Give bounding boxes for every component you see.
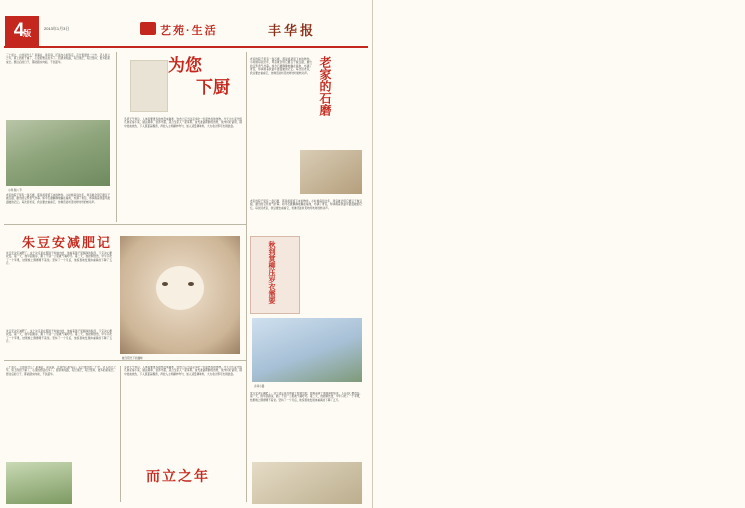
left-col-intro-text: 老家的院子里有一盘石磨，那是祖辈留下来的物件。小时候每到过年，母亲就会用它磨豆子做豆腐，磨出的豆浆香气扑鼻。如今石磨静静地躺在墙角，布满了青苔，却承载着我童年最温暖的记忆。每次回老家，我总要去看看它，仿佛还能听见吱呀吱呀的转动声。 (6, 194, 110, 204)
article-millstone-cont: 老家的院子里有一盘石磨，那是祖辈留下来的物件。小时候每到过年，母亲就会用它磨豆子做豆腐，磨出的豆浆香气扑鼻。如今石磨静静地躺在墙角，布满了青苔，却承载着我童年最温暖的记忆。每次回老家，我总要去看看它，仿佛还能听见吱呀吱呀的转动声。 (250, 200, 362, 210)
photo-caption-2: 暖冬阳光下的猫咪 (122, 357, 143, 360)
photo-countryside (6, 462, 72, 504)
art-title-millstone: 老家的石磨 (318, 56, 332, 116)
right-col-bottom-text: 朱豆安决定减肥了。这个决定是在照镜子时做出的，他看着镜子里圆润的脸庞，下定决心要改变。第一天，他早起跑步，跑了不到一公里就气喘吁吁。第二天，他控制饮食，中午只吃了一个苹果，结果晚上饿得睡不着觉。坚持了一个月后，他惊喜地发现体重真的下降了五斤。 (250, 392, 362, 402)
photo-caption-1: 小寒·腊八节 (8, 189, 22, 192)
photo-caption-3: 乡间小路 (254, 385, 265, 388)
left-paper-name: 丰华报 (268, 23, 317, 38)
bottom-left-text-a: 三十而立，立的是什么？是事业，是家庭，还是内心的笃定。走过青涩的二十岁，迈入而立之年，肩上的担子重了，心里的想法也多了。回望来时路，有过迷茫，有过坚持，更多的是成长。愿往后的日子，都能踏实向前，不负韶华。 (6, 366, 116, 376)
left-section-title: 艺苑·生活 (160, 25, 218, 37)
photo-village (252, 318, 362, 382)
art-title-stand: 而立之年 (146, 470, 210, 485)
small-ad-title: 秋到赏柳压岁衣需要 (268, 241, 276, 304)
left-col-top-text: 三十而立，立的是什么？是事业，是家庭，还是内心的笃定。走过青涩的二十岁，迈入而立之年，肩上的担子重了，心里的想法也多了。回望来时路，有过迷茫，有过坚持，更多的是成长。愿往后的日子，都能踏实向前，不负韶华。 (6, 54, 110, 64)
bottom-left-text-b: 冬季天气寒冷，人体需要更多的热量来御寒，饮食上应当注意多吃一些温热性的食物。今天为大家介绍几道家常小菜，做法简单，营养丰富，适合全家人一起享用。首先准备新鲜的食材，洗净切好备用，锅中放油烧热，下入葱姜蒜爆香，再放入主料翻炒均匀，加入适量调味料，大火收汁即可出锅装盘。 (124, 366, 242, 376)
left-masthead-rule (4, 46, 368, 48)
article-weight-body: 朱豆安决定减肥了。这个决定是在照镜子时做出的，他看着镜子里圆润的脸庞，下定决心要改变。第一天，他早起跑步，跑了不到一公里就气喘吁吁。第二天，他控制饮食，中午只吃了一个苹果，结果晚上饿得睡不着觉。坚持了一个月后，他惊喜地发现体重真的下降了五斤。 (6, 252, 112, 266)
article-weight-cont: 朱豆安决定减肥了。这个决定是在照镜子时做出的，他看着镜子里圆润的脸庞，下定决心要改变。第一天，他早起跑步，跑了不到一公里就气喘吁吁。第二天，他控制饮食，中午只吃了一个苹果，结果晚上饿得睡不着觉。坚持了一个月后，他惊喜地发现体重真的下降了五斤。 (6, 330, 112, 344)
art-title-weight: 朱豆安减肥记 (22, 235, 113, 250)
left-date: 2013年1月3日 (44, 26, 70, 31)
section-badge (140, 22, 156, 35)
article-kitchen-body: 冬季天气寒冷，人体需要更多的热量来御寒，饮食上应当注意多吃一些温热性的食物。今天为大家介绍几道家常小菜，做法简单，营养丰富，适合全家人一起享用。首先准备新鲜的食材，洗净切好备用，锅中放油烧热，下入葱姜蒜爆香，再放入主料翻炒均匀，加入适量调味料，大火收汁即可出锅装盘。 (124, 118, 242, 128)
decorative-ornament (130, 60, 168, 112)
photo-millstone (300, 150, 362, 194)
page-number-badge: 4版 (5, 16, 39, 46)
photo-winter (252, 462, 362, 504)
art-title-kitchen: 为您 (168, 56, 202, 75)
art-title-kitchen-2: 下厨 (196, 78, 230, 97)
right-page (373, 0, 745, 508)
photo-cat (120, 236, 240, 354)
article-millstone-body: 老家的院子里有一盘石磨，那是祖辈留下来的物件。小时候每到过年，母亲就会用它磨豆子做豆腐，磨出的豆浆香气扑鼻。如今石磨静静地躺在墙角，布满了青苔，却承载着我童年最温暖的记忆。每次回老家，我总要去看看它，仿佛还能听见吱呀吱呀的转动声。 (250, 58, 312, 75)
photo-lunar-festival (6, 120, 110, 186)
small-ad-box (250, 236, 300, 314)
